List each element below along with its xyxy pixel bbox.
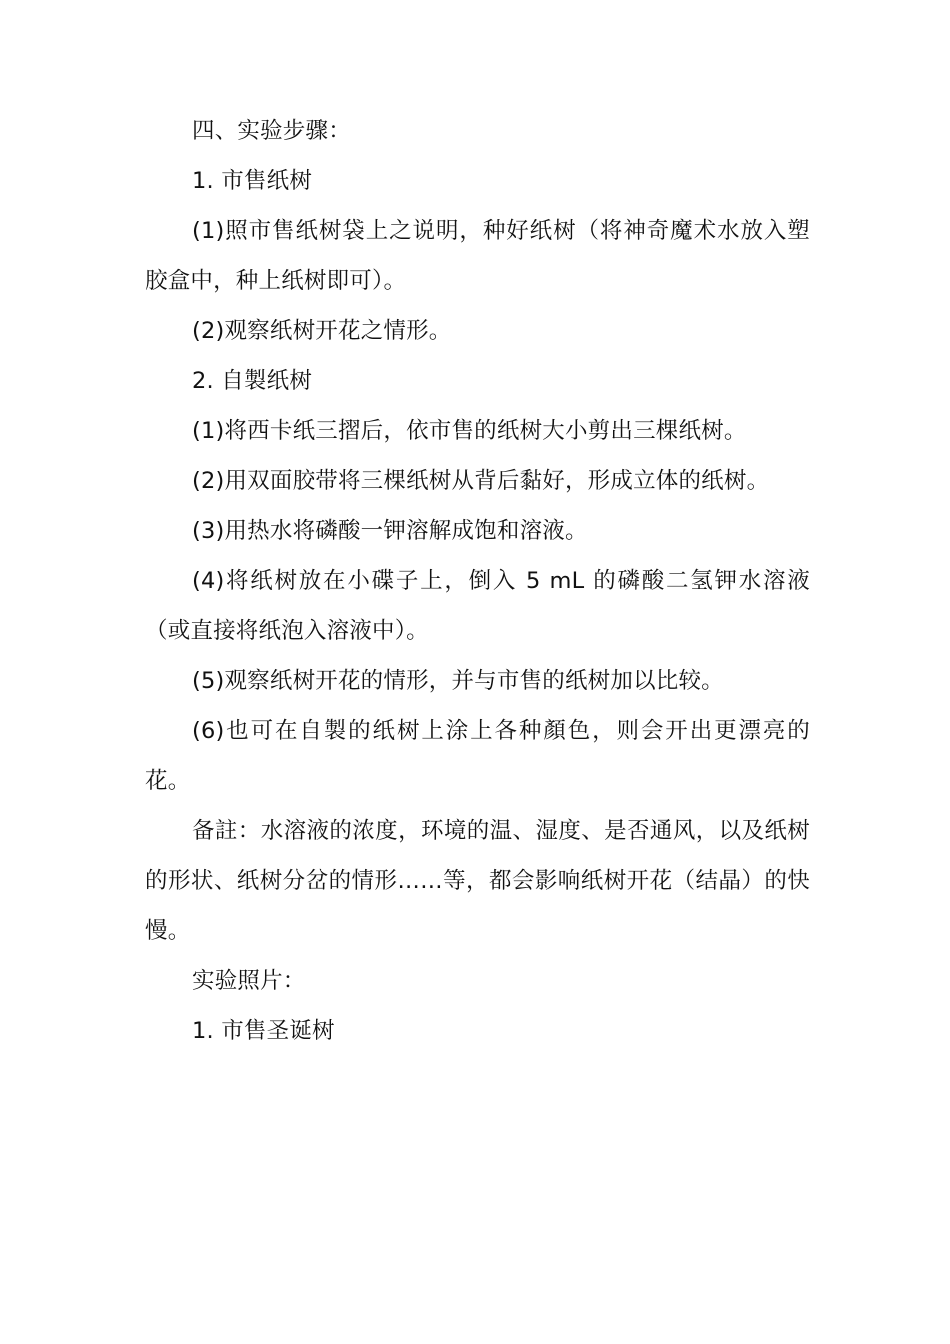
section-heading-steps: 四、实验步骤： xyxy=(192,118,351,144)
subheading-homemade-tree: 2. 自製纸树 xyxy=(192,368,313,394)
step-paragraph: (1)照市售纸树袋上之说明，种好纸树（将神奇魔术水放入塑胶盒中，种上纸树即可）。 xyxy=(145,218,810,294)
photos-heading: 实验照片： xyxy=(192,968,306,994)
subheading-store-bought-christmas-tree: 1. 市售圣诞树 xyxy=(192,1018,335,1044)
document-body xyxy=(145,106,810,1056)
step-paragraph: (3)用热水将磷酸一钾溶解成饱和溶液。 xyxy=(192,518,588,544)
step-paragraph: (5)观察纸树开花的情形，并与市售的纸树加以比较。 xyxy=(192,668,724,694)
step-paragraph: (4)将纸树放在小碟子上，倒入 5 mL 的磷酸二氢钾水溶液（或直接将纸泡入溶液中）。 xyxy=(145,568,810,644)
step-paragraph: (2)用双面胶带将三棵纸树从背后黏好，形成立体的纸树。 xyxy=(192,468,770,494)
step-paragraph: (2)观察纸树开花之情形。 xyxy=(192,318,452,344)
note-paragraph: 备註：水溶液的浓度，环境的温、湿度、是否通风，以及纸树的形状、纸树分岔的情形……等，都会影响纸树开花（结晶）的快慢。 xyxy=(145,818,810,944)
step-paragraph: (6)也可在自製的纸树上涂上各种顏色，则会开出更漂亮的花。 xyxy=(145,718,810,794)
step-paragraph: (1)将西卡纸三摺后，依市售的纸树大小剪出三棵纸树。 xyxy=(192,418,747,444)
subheading-store-bought-tree: 1. 市售纸树 xyxy=(192,168,313,194)
